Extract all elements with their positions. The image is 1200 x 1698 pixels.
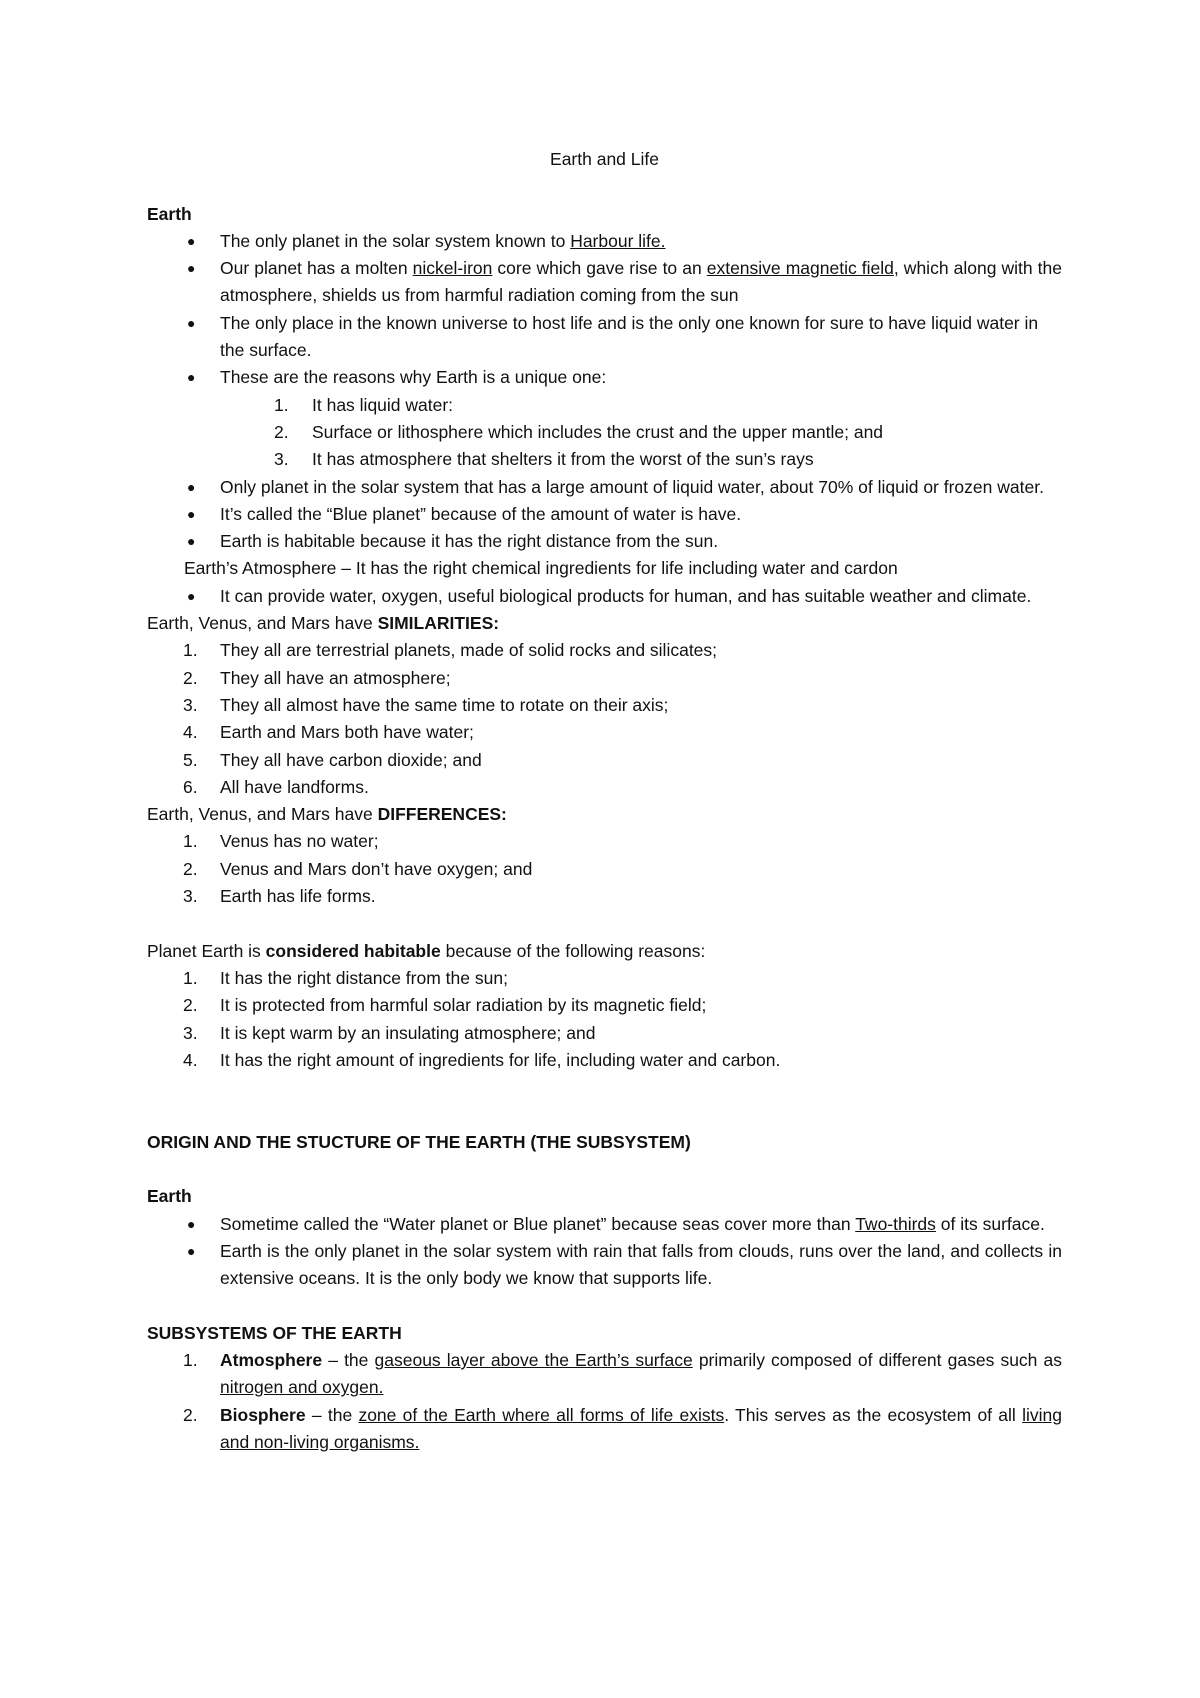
differences-list: [147, 828, 1062, 910]
list-item: [147, 255, 1062, 310]
section-heading-subsystems: SUBSYSTEMS OF THE EARTH: [147, 1322, 402, 1343]
text: Our planet has a molten: [220, 258, 413, 279]
list-item: [147, 965, 1062, 992]
habitable-intro: [147, 938, 1062, 965]
list-item: [147, 364, 1062, 391]
bullet-icon: ●: [187, 1215, 196, 1232]
text: – the: [305, 1404, 359, 1425]
similarities-intro: [147, 610, 1062, 637]
bold-label: DIFFERENCES:: [377, 804, 507, 825]
bullet-icon: ●: [187, 587, 196, 604]
list-item: [147, 637, 1062, 664]
list-item: [147, 501, 1062, 528]
earth-facts-list: [147, 228, 1062, 392]
atmosphere-line: Earth’s Atmosphere – It has the right chemical ingredients for life including water and cardon: [184, 558, 898, 579]
text: It has atmosphere that shelters it from the worst of the sun’s rays: [312, 449, 814, 470]
list-item: [147, 719, 1062, 746]
text: Surface or lithosphere which includes the crust and the upper mantle; and: [312, 421, 884, 442]
list-item: [147, 665, 1062, 692]
list-number: 1.: [183, 831, 198, 852]
section-heading-earth: Earth: [147, 203, 192, 224]
text: because of the following reasons:: [440, 940, 706, 961]
underlined-text: extensive magnetic field: [706, 258, 894, 279]
text: primarily composed of different gases such as: [692, 1350, 1063, 1371]
text: Only planet in the solar system that has a large amount of liquid water, about 70% of liquid or frozen water.: [220, 476, 1044, 497]
text: All have landforms.: [220, 776, 369, 797]
bold-label: Atmosphere: [220, 1350, 323, 1371]
list-item: [147, 583, 1062, 610]
list-number: 3.: [183, 886, 198, 907]
underlined-text: Harbour life.: [570, 230, 666, 251]
underlined-text: Two-thirds: [855, 1213, 936, 1234]
text: – the: [322, 1350, 375, 1371]
list-number: 1.: [183, 967, 198, 988]
text: They all have an atmosphere;: [220, 667, 451, 688]
bold-label: considered habitable: [265, 940, 441, 961]
list-item: [147, 1402, 1062, 1457]
bullet-icon: ●: [187, 260, 196, 277]
list-number: 3.: [183, 694, 198, 715]
text: The only place in the known universe to host life and is the only one known for sure to have liquid water in the surface.: [220, 312, 1039, 361]
differences-intro: [147, 801, 1062, 828]
text: Planet Earth is: [147, 940, 266, 961]
list-item: [147, 228, 1062, 255]
text: They all have carbon dioxide; and: [220, 749, 482, 770]
list-item: [147, 419, 1062, 446]
atmosphere-list: [147, 583, 1062, 610]
text: It can provide water, oxygen, useful biological products for human, and has suitable weather and climate.: [220, 585, 1032, 606]
list-item: [147, 1238, 1062, 1293]
list-item: [147, 692, 1062, 719]
text: , which along with the atmosphere, shields us from harmful radiation coming from the sun: [220, 258, 1062, 306]
list-item: [147, 774, 1062, 801]
text: It has the right amount of ingredients for life, including water and carbon.: [220, 1049, 781, 1070]
text: It is kept warm by an insulating atmosphere; and: [220, 1022, 596, 1043]
list-item: [147, 1047, 1062, 1074]
text: Earth has life forms.: [220, 886, 376, 907]
list-number: 1.: [274, 394, 289, 415]
list-item: [147, 992, 1062, 1019]
list-item: [147, 528, 1062, 555]
underlined-text: zone of the Earth where all forms of life exists: [358, 1404, 725, 1425]
list-number: 3.: [274, 449, 289, 470]
text: Earth, Venus, and Mars have: [147, 804, 378, 825]
text: Earth is habitable because it has the right distance from the sun.: [220, 531, 719, 552]
text: These are the reasons why Earth is a unique one:: [220, 367, 607, 388]
list-number: 5.: [183, 749, 198, 770]
text: Sometime called the “Water planet or Blue planet” because seas cover more than: [220, 1213, 856, 1234]
list-item: [147, 747, 1062, 774]
bullet-icon: ●: [187, 478, 196, 495]
habitable-reasons-list: [147, 965, 1062, 1074]
list-number: 1.: [183, 1350, 198, 1371]
text: They all almost have the same time to rotate on their axis;: [220, 694, 669, 715]
section-heading-origin: ORIGIN AND THE STUCTURE OF THE EARTH (THE SUBSYSTEM): [147, 1131, 691, 1152]
text: They all are terrestrial planets, made of solid rocks and silicates;: [220, 640, 718, 661]
list-number: 2.: [183, 1404, 198, 1425]
text: It has liquid water:: [312, 394, 454, 415]
earth-water-list: [147, 474, 1062, 556]
text: Venus has no water;: [220, 831, 379, 852]
list-item: [147, 828, 1062, 855]
text: It is protected from harmful solar radiation by its magnetic field;: [220, 995, 707, 1016]
list-item: [147, 1020, 1062, 1047]
bullet-icon: ●: [187, 314, 196, 331]
list-number: 3.: [183, 1022, 198, 1043]
text: Earth, Venus, and Mars have: [147, 613, 378, 634]
underlined-text: gaseous layer above the Earth’s surface: [374, 1350, 693, 1371]
list-item: [147, 310, 1062, 365]
subsystems-list: [147, 1347, 1062, 1456]
list-item: [147, 474, 1062, 501]
text: of its surface.: [935, 1213, 1045, 1234]
bullet-icon: ●: [187, 232, 196, 249]
list-item: [147, 446, 1062, 473]
similarities-list: [147, 637, 1062, 801]
bullet-icon: ●: [187, 505, 196, 522]
text: Earth is the only planet in the solar system with rain that falls from clouds, runs over the land, and collects in extensive oceans. It is the only body we know that supports life.: [220, 1240, 1062, 1289]
unique-reasons-list: [147, 392, 1062, 474]
underlined-text: nitrogen and oxygen.: [220, 1377, 384, 1398]
text: . This serves as the ecosystem of all: [724, 1404, 1023, 1425]
list-number: 2.: [183, 667, 198, 688]
list-item: [147, 392, 1062, 419]
list-item: [147, 856, 1062, 883]
underlined-text: living and non-living organisms.: [220, 1404, 1062, 1452]
bullet-icon: ●: [187, 369, 196, 386]
text: It’s called the “Blue planet” because of the amount of water is have.: [220, 503, 742, 524]
text: core which gave rise to an: [492, 258, 707, 279]
bold-label: SIMILARITIES:: [377, 613, 500, 634]
bullet-icon: ●: [187, 1242, 196, 1259]
list-number: 4.: [183, 722, 198, 743]
list-number: 2.: [274, 421, 289, 442]
list-number: 1.: [183, 640, 198, 661]
text: The only planet in the solar system known to: [220, 230, 571, 251]
list-item: [147, 1211, 1062, 1238]
bullet-icon: ●: [187, 533, 196, 550]
bold-label: Biosphere: [220, 1404, 306, 1425]
list-item: [147, 1347, 1062, 1402]
list-number: 6.: [183, 776, 198, 797]
list-number: 2.: [183, 858, 198, 879]
text: It has the right distance from the sun;: [220, 967, 508, 988]
origin-earth-list: [147, 1211, 1062, 1293]
underlined-text: nickel-iron: [412, 258, 493, 279]
list-item: [147, 883, 1062, 910]
section-subheading-earth: Earth: [147, 1186, 192, 1207]
list-number: 2.: [183, 995, 198, 1016]
text: Venus and Mars don’t have oxygen; and: [220, 858, 533, 879]
document-title: Earth and Life: [550, 149, 659, 169]
list-number: 4.: [183, 1049, 198, 1070]
text: Earth and Mars both have water;: [220, 722, 474, 743]
